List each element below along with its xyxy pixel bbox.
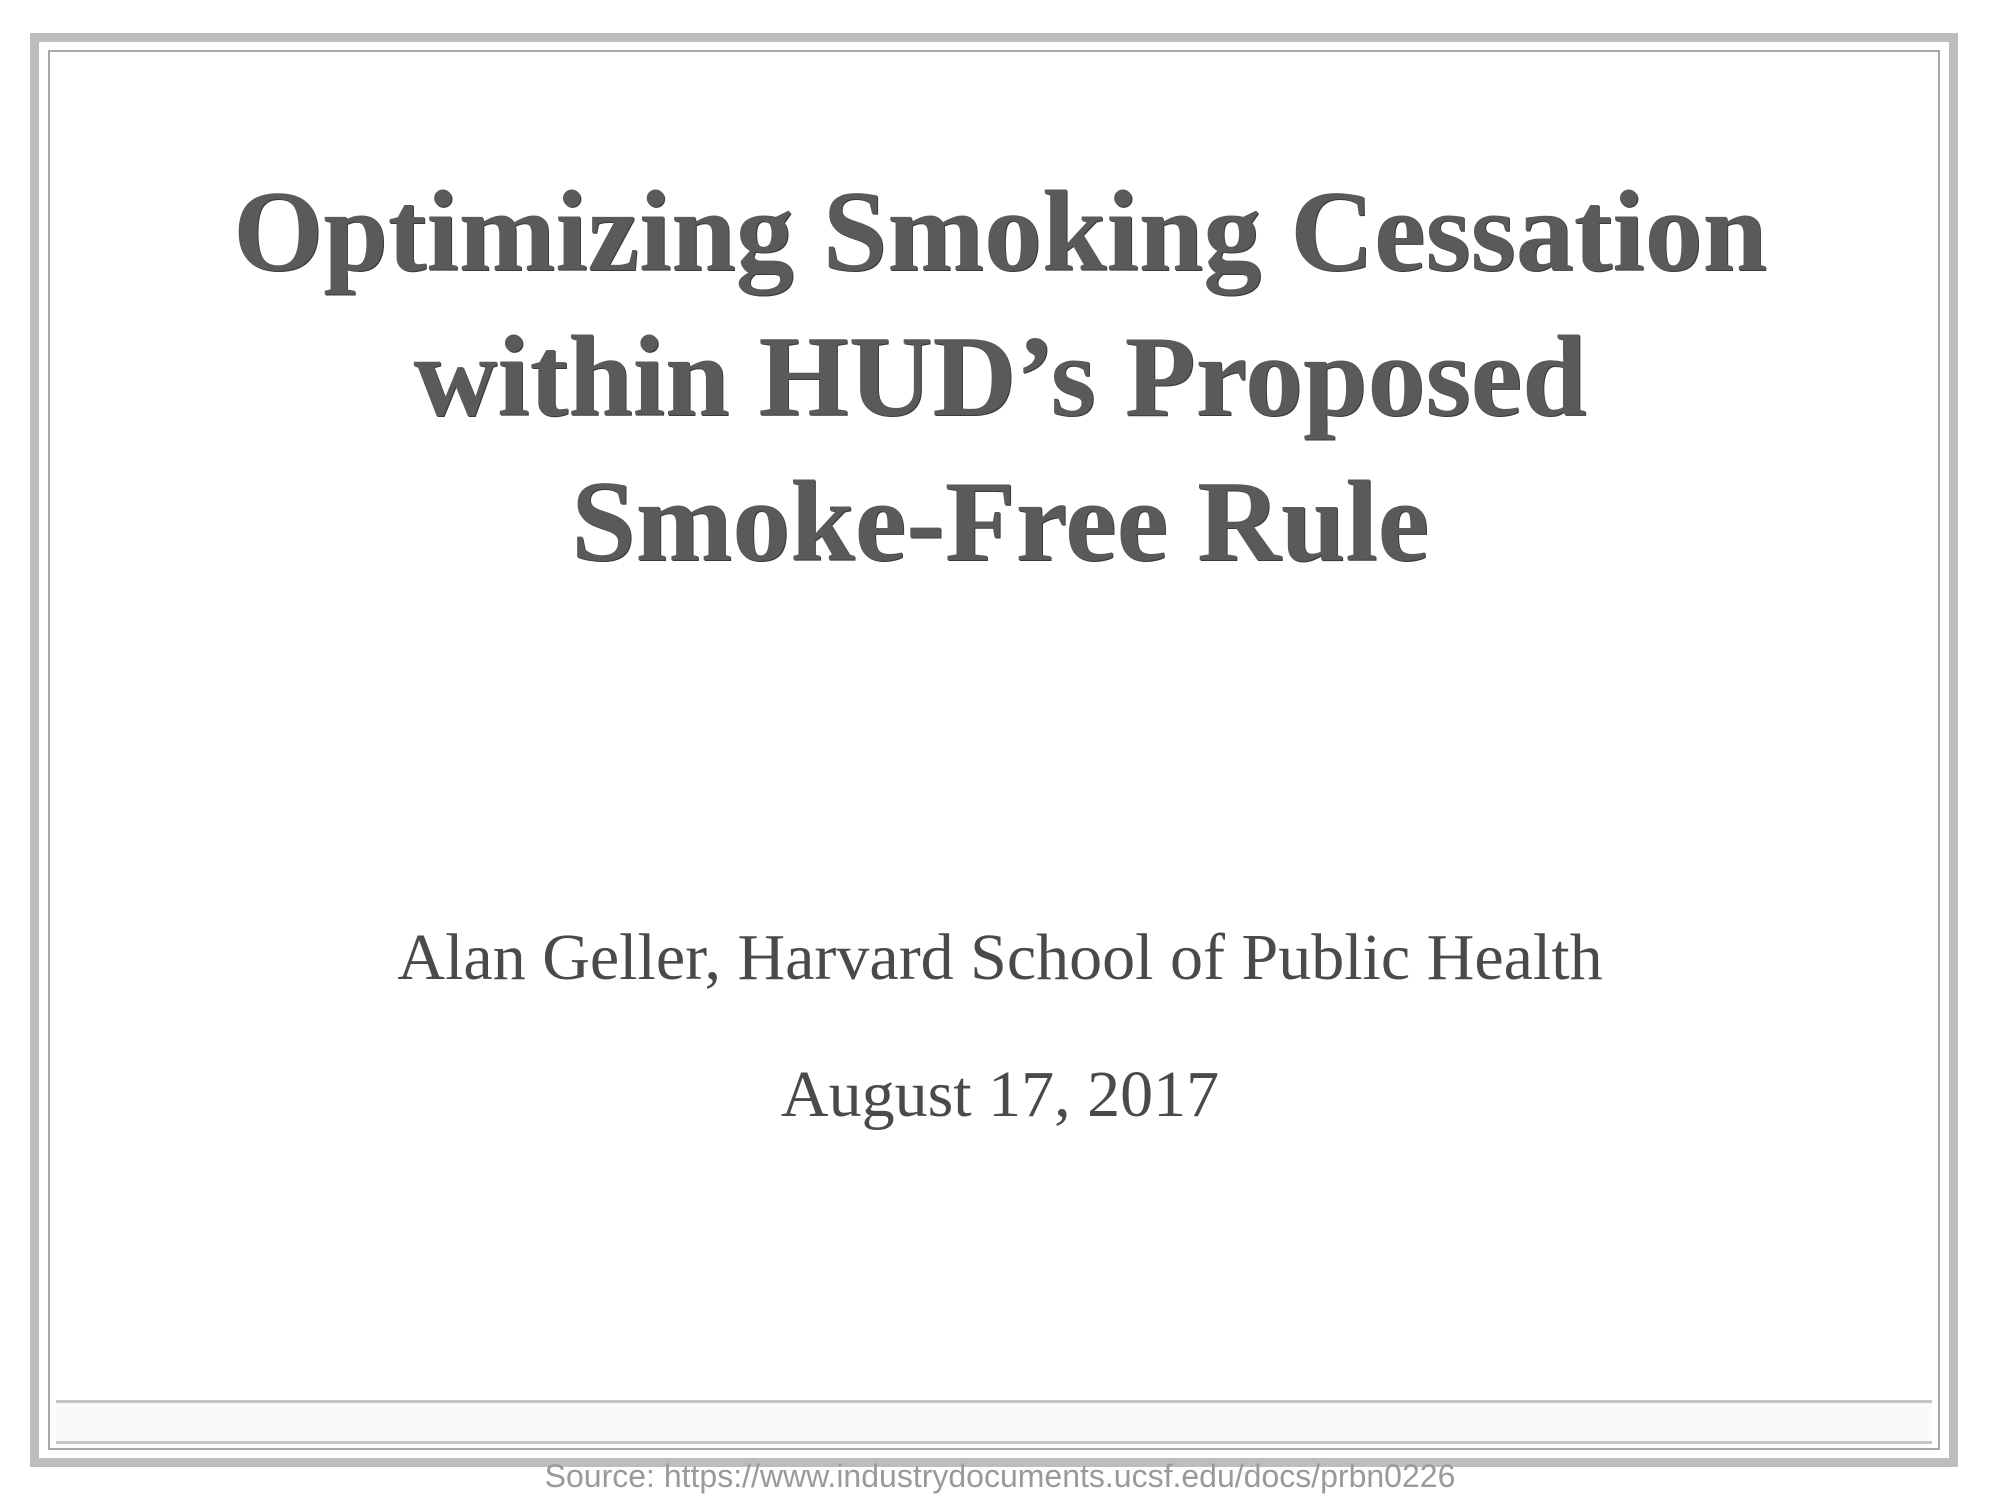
- slide-footer-band: [56, 1400, 1932, 1444]
- slide-title: [100, 160, 1900, 595]
- presentation-date: August 17, 2017: [780, 1058, 1220, 1131]
- title-line-3: Smoke-Free Rule: [571, 458, 1429, 586]
- title-line-2: within HUD’s Proposed: [413, 313, 1587, 441]
- title-line-1: Optimizing Smoking Cessation: [233, 168, 1767, 296]
- author-affiliation: Alan Geller, Harvard School of Public Health: [397, 921, 1603, 994]
- source-note: Source: https://www.industrydocuments.ucsf.edu/docs/prbn0226: [544, 1458, 1456, 1494]
